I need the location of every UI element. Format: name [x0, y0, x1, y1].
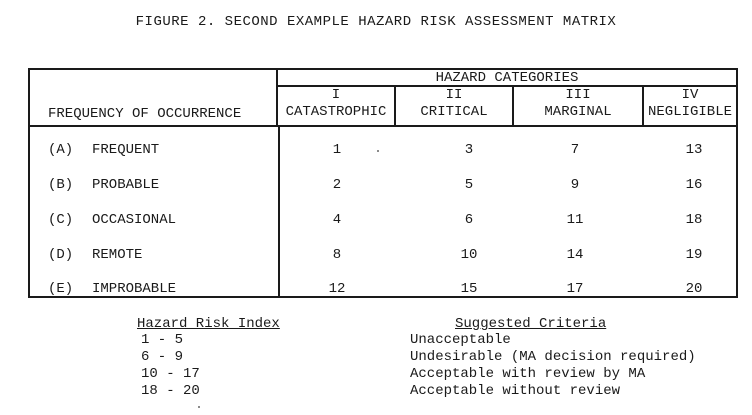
- risk-index-cell: 13: [685, 142, 703, 158]
- risk-index-cell: 6: [464, 212, 474, 228]
- row-frequency: FREQUENT: [92, 142, 160, 158]
- row-letter: (D): [48, 247, 74, 263]
- hazard-categories-header: HAZARD CATEGORIES: [278, 70, 736, 87]
- table-row: [30, 139, 736, 161]
- category-name: CATASTROPHIC: [285, 104, 387, 120]
- row-frequency: IMPROBABLE: [92, 281, 177, 297]
- legend-criteria: Unacceptable: [410, 332, 511, 348]
- table-row: [30, 244, 736, 266]
- category-name: MARGINAL: [544, 104, 612, 120]
- risk-index-cell: 19: [685, 247, 703, 263]
- category-numeral: I: [331, 87, 341, 103]
- table-row: [30, 278, 736, 300]
- risk-index-cell: 3: [464, 142, 474, 158]
- criteria-header: Suggested Criteria: [455, 316, 607, 332]
- row-frequency: PROBABLE: [92, 177, 160, 193]
- category-numeral: IV: [681, 87, 699, 103]
- risk-index-cell: 11: [566, 212, 584, 228]
- category-name: NEGLIGIBLE: [647, 104, 732, 120]
- scan-speck: [198, 406, 200, 408]
- legend-index: 10 - 17: [141, 366, 200, 382]
- risk-index-cell: 15: [460, 281, 478, 297]
- row-frequency: REMOTE: [92, 247, 143, 263]
- table-row: [30, 209, 736, 231]
- risk-index-cell: 1: [332, 142, 342, 158]
- legend-index: 6 - 9: [141, 349, 184, 365]
- row-letter: (E): [48, 281, 74, 297]
- risk-index-cell: 16: [685, 177, 703, 193]
- row-letter: (B): [48, 177, 74, 193]
- risk-index-cell: 4: [332, 212, 342, 228]
- frequency-header: FREQUENCY OF OCCURRENCE: [48, 106, 242, 122]
- legend-index: 18 - 20: [141, 383, 200, 399]
- risk-index-cell: 9: [570, 177, 580, 193]
- category-critical: [396, 87, 514, 126]
- risk-matrix: [28, 68, 738, 298]
- table-row: [30, 174, 736, 196]
- category-catastrophic: [278, 87, 396, 126]
- frequency-header-cell: [30, 70, 278, 126]
- header-rule: [30, 125, 736, 127]
- risk-index-cell: 5: [464, 177, 474, 193]
- risk-index-cell: 14: [566, 247, 584, 263]
- category-marginal: [514, 87, 644, 126]
- risk-index-cell: 10: [460, 247, 478, 263]
- row-letter: (C): [48, 212, 74, 228]
- legend-criteria: Undesirable (MA decision required): [410, 349, 696, 365]
- scan-speck: [377, 150, 379, 152]
- row-letter: (A): [48, 142, 74, 158]
- legend-index: 1 - 5: [141, 332, 184, 348]
- risk-index-cell: 8: [332, 247, 342, 263]
- row-frequency: OCCASIONAL: [92, 212, 177, 228]
- risk-index-cell: 20: [685, 281, 703, 297]
- legend-criteria: Acceptable without review: [410, 383, 621, 399]
- risk-index-cell: 12: [328, 281, 346, 297]
- risk-index-cell: 7: [570, 142, 580, 158]
- category-negligible: [644, 87, 736, 126]
- figure-title: FIGURE 2. SECOND EXAMPLE HAZARD RISK ASSESSMENT MATRIX: [135, 14, 617, 30]
- risk-index-cell: 2: [332, 177, 342, 193]
- risk-index-header: Hazard Risk Index: [137, 316, 280, 332]
- category-name: CRITICAL: [420, 104, 488, 120]
- category-numeral: III: [565, 87, 591, 103]
- legend-criteria: Acceptable with review by MA: [410, 366, 646, 382]
- risk-index-cell: 18: [685, 212, 703, 228]
- category-numeral: II: [445, 87, 463, 103]
- risk-index-cell: 17: [566, 281, 584, 297]
